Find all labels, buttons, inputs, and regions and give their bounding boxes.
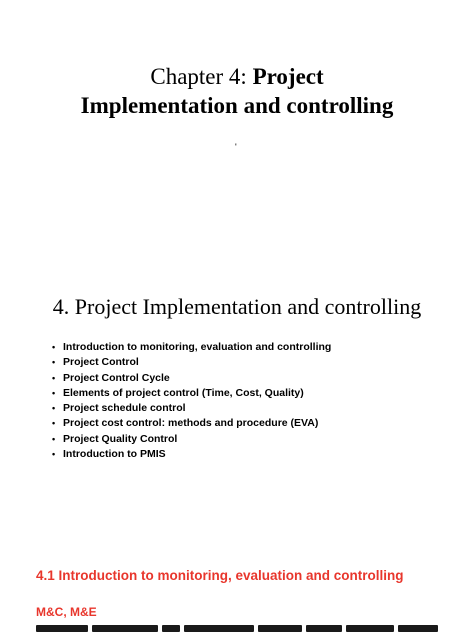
topic-list-item <box>52 371 331 386</box>
bullet-dot: • <box>52 387 56 398</box>
bullet-dot: • <box>52 418 56 429</box>
bullet-dot: • <box>52 357 56 368</box>
topic-list-item <box>52 447 331 462</box>
cut-off-text-line <box>36 625 474 632</box>
topic-label: Project cost control: methods and procedure (EVA) <box>63 417 319 430</box>
cut-off-word <box>92 625 158 632</box>
section-heading: 4.1 Introduction to monitoring, evaluation and controlling <box>36 568 404 583</box>
topic-label: Introduction to monitoring, evaluation and controlling <box>63 341 332 353</box>
cut-off-word <box>306 625 342 632</box>
topic-label: Project schedule control <box>63 402 186 415</box>
cut-off-word <box>184 625 254 632</box>
topic-list-item <box>52 432 331 447</box>
topic-label: Project Quality Control <box>63 432 178 445</box>
tick-mark: ' <box>235 142 237 152</box>
bullet-dot: • <box>52 342 56 352</box>
cut-off-word <box>258 625 302 632</box>
chapter-prefix: Chapter 4: <box>150 64 253 89</box>
topic-list-item <box>52 355 331 370</box>
topic-label: Elements of project control (Time, Cost, Quality) <box>63 386 304 399</box>
title-slide <box>0 0 474 200</box>
content-heading: 4. Project Implementation and controlling <box>52 294 422 319</box>
cut-off-word <box>36 625 88 632</box>
topic-label: Project Control <box>63 356 139 369</box>
topic-list-item <box>52 386 331 401</box>
topic-label: Introduction to PMIS <box>63 448 166 461</box>
topic-list-item <box>52 340 331 355</box>
chapter-title <box>0 62 474 120</box>
chapter-title-bold: Project <box>252 64 324 89</box>
chapter-title-line2: Implementation and controlling <box>80 93 394 118</box>
cut-off-word <box>162 625 180 632</box>
topic-list <box>52 340 331 462</box>
cut-off-word <box>346 625 394 632</box>
section-abbreviations: M&C, M&E <box>36 605 97 619</box>
cut-off-word <box>398 625 438 632</box>
topic-list-item <box>52 401 331 416</box>
bullet-dot: • <box>52 449 56 460</box>
topic-list-item <box>52 416 331 431</box>
topic-label: Project Control Cycle <box>63 371 170 384</box>
bullet-dot: • <box>52 372 56 383</box>
bullet-dot: • <box>52 433 56 444</box>
bullet-dot: • <box>52 403 56 414</box>
